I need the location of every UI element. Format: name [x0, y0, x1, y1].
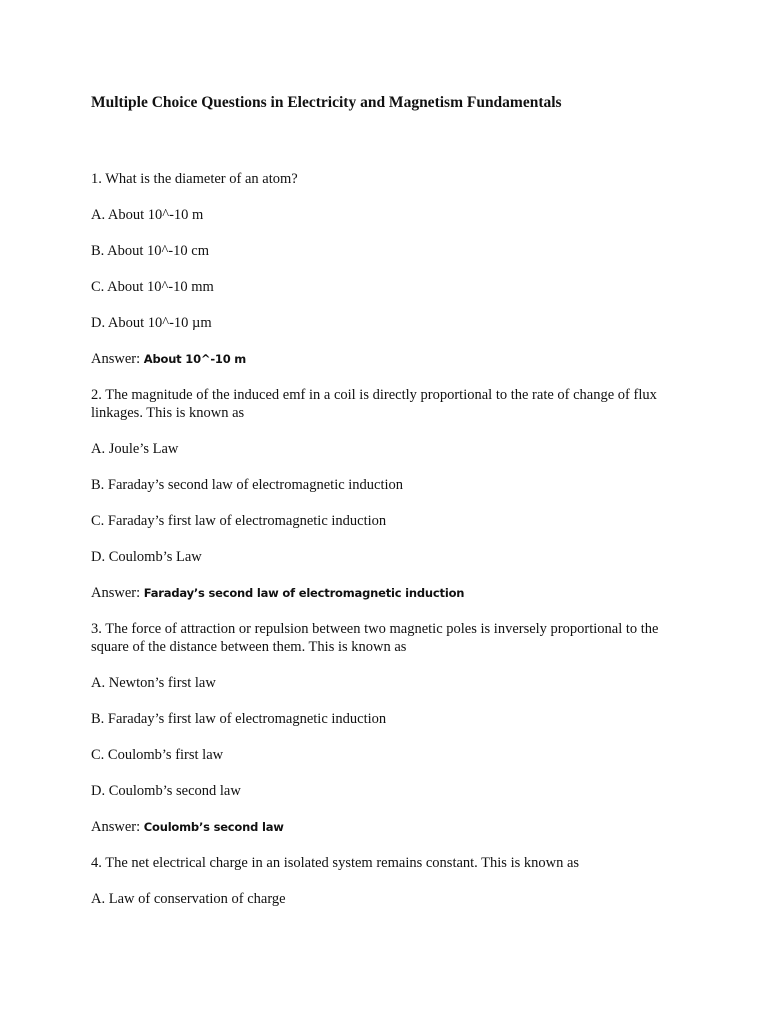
- question-1-answer: [91, 350, 246, 368]
- answer-label: Answer:: [91, 351, 141, 367]
- question-2-option-b: B. Faraday’s second law of electromagnetic induction: [91, 477, 404, 493]
- question-1-option-b: B. About 10^-10 cm: [91, 243, 209, 259]
- question-3-answer: [91, 818, 284, 836]
- question-3-text: 3. The force of attraction or repulsion between two magnetic poles is inversely proportional to the square of the distance between them. This is known as: [91, 621, 659, 655]
- answer-label: Answer:: [91, 819, 141, 835]
- question-2-text: 2. The magnitude of the induced emf in a coil is directly proportional to the rate of change of flux linkages. This is known as: [91, 387, 657, 421]
- answer-value: About 10^-10 m: [143, 352, 247, 366]
- answer-value: Coulomb’s second law: [143, 820, 284, 834]
- document-title: Multiple Choice Questions in Electricity and Magnetism Fundamentals: [91, 94, 562, 111]
- question-1-option-d: D. About 10^-10 µm: [91, 315, 212, 331]
- question-2-option-a: A. Joule’s Law: [91, 441, 179, 457]
- question-2-option-c: C. Faraday’s first law of electromagnetic induction: [91, 513, 387, 529]
- answer-label: Answer:: [91, 585, 141, 601]
- question-1-option-c: C. About 10^-10 mm: [91, 279, 214, 295]
- answer-value: Faraday’s second law of electromagnetic induction: [143, 586, 465, 600]
- question-4-option-a: A. Law of conservation of charge: [91, 891, 286, 907]
- question-3-option-c: C. Coulomb’s first law: [91, 747, 224, 763]
- question-3-option-d: D. Coulomb’s second law: [91, 783, 241, 799]
- question-1-text: 1. What is the diameter of an atom?: [91, 171, 298, 187]
- question-3-option-a: A. Newton’s first law: [91, 675, 216, 691]
- question-1-option-a: A. About 10^-10 m: [91, 207, 204, 223]
- question-4-text: 4. The net electrical charge in an isolated system remains constant. This is known as: [91, 855, 580, 871]
- question-2-answer: [91, 584, 464, 602]
- question-3-option-b: B. Faraday’s first law of electromagnetic induction: [91, 711, 387, 727]
- question-2-option-d: D. Coulomb’s Law: [91, 549, 202, 565]
